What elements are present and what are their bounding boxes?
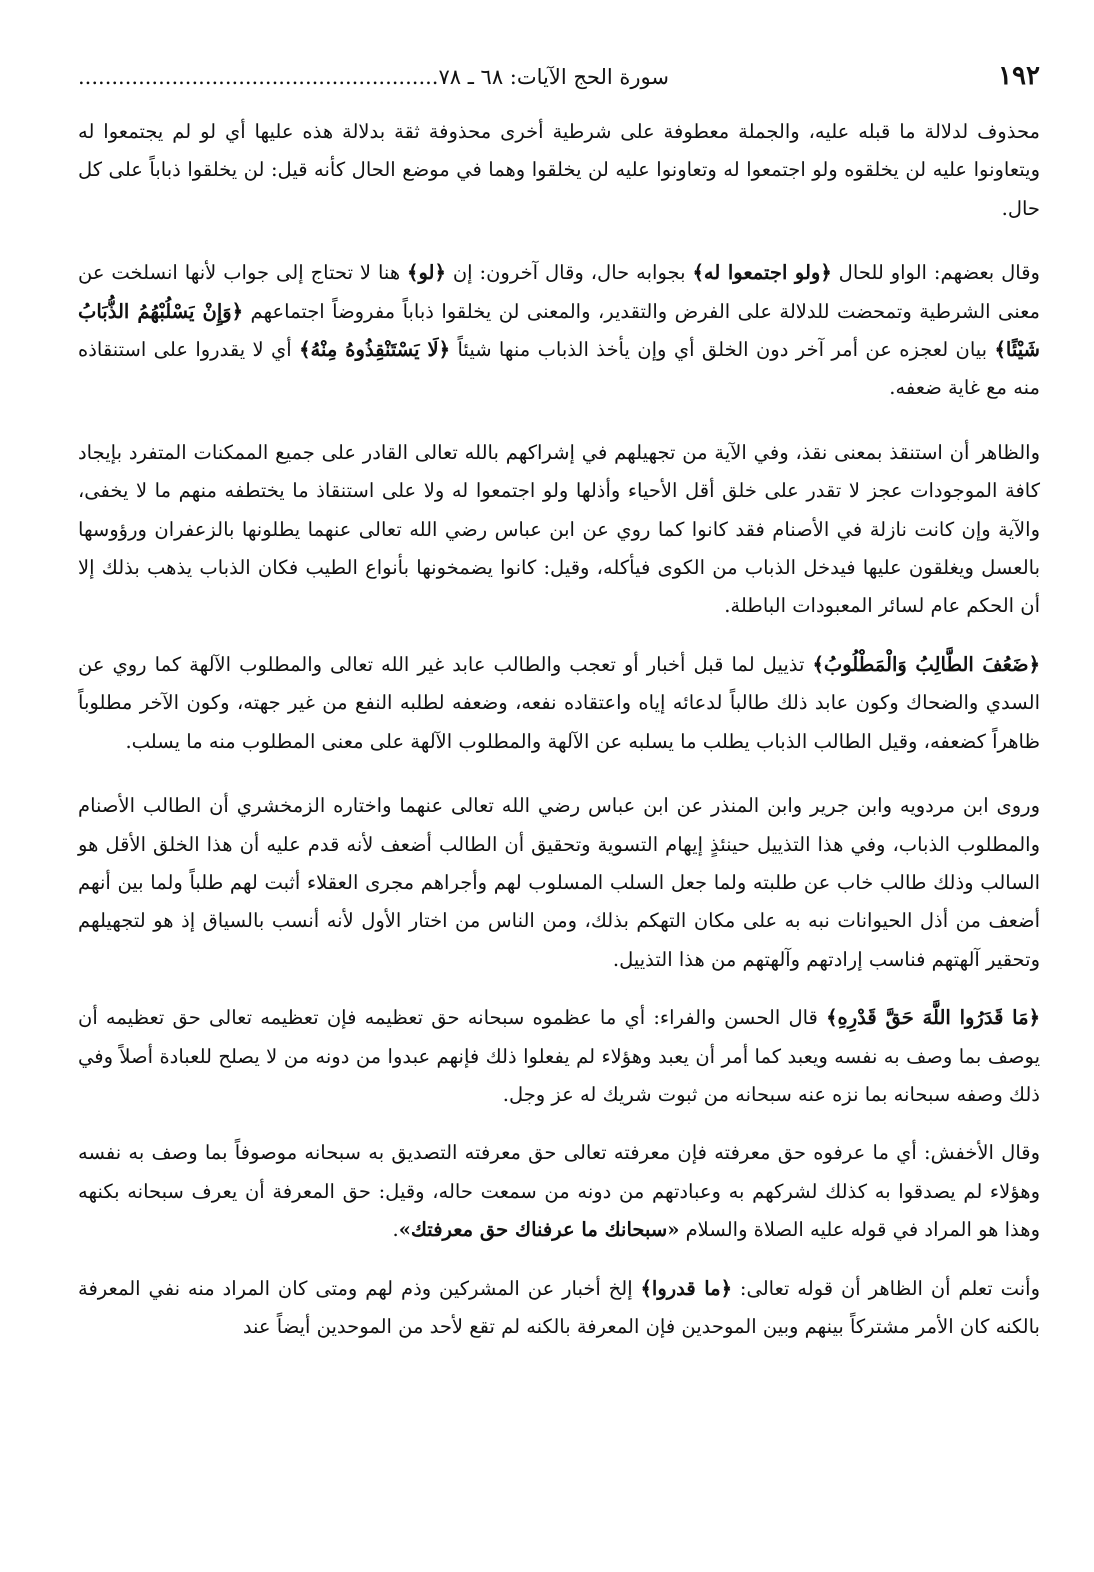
running-header bbox=[78, 54, 1040, 99]
quran-quote: ﴿ولو اجتمعوا له﴾ bbox=[692, 261, 832, 285]
body-text: وقال بعضهم: الواو للحال bbox=[831, 261, 1040, 285]
body-text: والظاهر أن استنقذ بمعنى نقذ، وفي الآية من تجهيلهم في إشراكهم بالله تعالى القادر على جميع الممكنات المتفرد بإيجاد كافة الموجودات عجز لا تقدر على خلق أقل الأحياء وأذلها ولو اجتمعوا له ولا على استنقاذ ما يختطفه منهم ما لا يخفى، والآية وإن كانت نازلة في الأصنام فقد كانوا كما روي عن ابن عباس رضي الله تعالى عنهما يطلونها بالزعفران ورؤوسها بالعسل ويغلقون عليها فيدخل الذباب من الكوى فيأكله، وقيل: كانوا يضمخونها بأنواع الطيب فكان الذباب يذهب بذلك إلا أن الحكم عام لسائر المعبودات الباطلة. bbox=[78, 440, 1040, 618]
quran-quote: «سبحانك ما عرفناك حق معرفتك» bbox=[398, 1218, 680, 1242]
page-number: ١٩٢ bbox=[998, 61, 1040, 91]
body-text: وقال الأخفش: أي ما عرفوه حق معرفته فإن معرفته تعالى حق معرفته التصديق به سبحانه موصوفاً بما وصف به نفسه وهؤلاء لم يصدقوا به كذلك لشركهم به وعبادتهم من دونه من سمعت حاله، وقيل: حق المعرفة أن يعرف سبحانه بكنهه وهذا هو المراد في قوله عليه الصلاة والسلام bbox=[78, 1141, 1040, 1242]
paragraph-6 bbox=[78, 999, 1040, 1114]
body-text: إلخ أخبار عن المشركين وذم لهم ومتى كان المراد منه نفي المعرفة بالكنه كان الأمر مشتركاً بينهم وبين الموحدين فإن المعرفة بالكنه لم تقع لأحد من الموحدين أيضاً عند bbox=[78, 1276, 1040, 1338]
paragraph-4 bbox=[78, 646, 1040, 761]
quran-quote: ﴿ضَعُفَ الطَّالِبُ وَالْمَطْلُوبُ﴾ bbox=[812, 652, 1041, 676]
body-text: هنا لا تحتاج إلى جواب لأنها انسلخت عن معنى الشرطية وتمحضت للدلالة على الفرض والتقدير، والمعنى لن يخلقوا ذباباً مفروضاً اجتماعهم bbox=[78, 261, 1041, 323]
body-text: أي لا يقدروا على استنقاذه منه مع غاية ضعفه. bbox=[78, 338, 1040, 400]
body-text: . bbox=[392, 1218, 399, 1242]
paragraph-3 bbox=[78, 434, 1040, 626]
quran-quote: ﴿وَإِنْ يَسْلُبْهُمُ الذُّبَابُ شَيْئًا﴾ bbox=[78, 299, 1040, 362]
paragraph-5 bbox=[78, 787, 1040, 979]
body-text: وأنت تعلم أن الظاهر أن قوله تعالى: bbox=[732, 1276, 1040, 1300]
body-text: تذييل لما قبل أخبار أو تعجب والطالب عابد غير الله تعالى والمطلوب الآلهة كما روي عن السدي والضحاك وكون عابد ذلك طالباً لدعائه إياه واعتقاده نفعه، وضعفه لطلبه النفع من غير جهته، وكون الآخر مطلوباً ظاهراً كضعفه، وقيل الطالب الذباب يطلب ما يسلبه عن الآلهة والمطلوب الآلهة على معنى المطلوب منه ما يسلب. bbox=[78, 652, 1040, 753]
paragraph-7 bbox=[78, 1134, 1040, 1249]
header-dots: ...................................................... bbox=[78, 65, 439, 89]
surah-title: سورة الحج الآيات: ٦٨ ـ ٧٨ bbox=[438, 65, 669, 89]
body-text: بجوابه حال، وقال آخرون: إن bbox=[445, 261, 693, 285]
page bbox=[78, 54, 1040, 1346]
quran-quote: ﴿لَا يَسْتَنْقِذُوهُ مِنْهُ﴾ bbox=[299, 338, 451, 362]
quran-quote: ﴿لو﴾ bbox=[407, 261, 446, 285]
body-text: محذوف لدلالة ما قبله عليه، والجملة معطوفة على شرطية أخرى محذوفة ثقة بدلالة هذه عليها أي لو لم يجتمعوا له ويتعاونوا عليه لن يخلقوه ولو اجتمعوا له وتعاونوا عليه لن يخلقوا وهما في موضع الحال كأنه قيل: لن يخلقوا ذباباً على كل حال. bbox=[78, 120, 1040, 220]
body-text: وروى ابن مردويه وابن جرير وابن المنذر عن ابن عباس رضي الله تعالى عنهما واختاره الزمخشري أن الطالب الأصنام والمطلوب الذباب، وفي هذا التذييل حينئذٍ إيهام التسوية وتحقيق أن الطالب أضعف لأنه قدم عليه أن هذا الخلق الأقل هو السالب وذلك طالب خاب عن طلبته ولما جعل السلب المسلوب لهم وأجراهم مجرى العقلاء أثبت لهم طلباً ولما بين أنهم أضعف من أذل الحيوانات نبه به على مكان التهكم بذلك، ومن الناس من اختار الأول لأنه أنسب بالسياق إذ هو لتجهيلهم وتحقير آلهتهم فناسب إرادتهم وآلهتهم من هذا التذييل. bbox=[78, 794, 1040, 971]
surah-title-line bbox=[78, 55, 669, 99]
quran-quote: ﴿مَا قَدَرُوا اللَّهَ حَقَّ قَدْرِهِ﴾ bbox=[826, 1006, 1040, 1030]
body-text: قال الحسن والفراء: أي ما عظموه سبحانه حق تعظيمه فإن تعظيمه تعالى حق تعظيمه أن يوصف بما وصف به نفسه ويعبد كما أمر أن يعبد وهؤلاء لم يفعلوا ذلك فإنهم عبدوا من دونه من لا يصلح للعبادة أصلاً وفي ذلك وصفه سبحانه بما نزه عنه سبحانه من ثبوت شريك له عز وجل. bbox=[78, 1006, 1040, 1106]
body-text: بيان لعجزه عن أمر آخر دون الخلق أي وإن يأخذ الذباب منها شيئاً bbox=[450, 338, 995, 362]
paragraph-8 bbox=[78, 1270, 1040, 1347]
quran-quote: ﴿ما قدروا﴾ bbox=[640, 1276, 733, 1300]
paragraph-2 bbox=[78, 254, 1040, 408]
paragraph-1 bbox=[78, 113, 1040, 228]
